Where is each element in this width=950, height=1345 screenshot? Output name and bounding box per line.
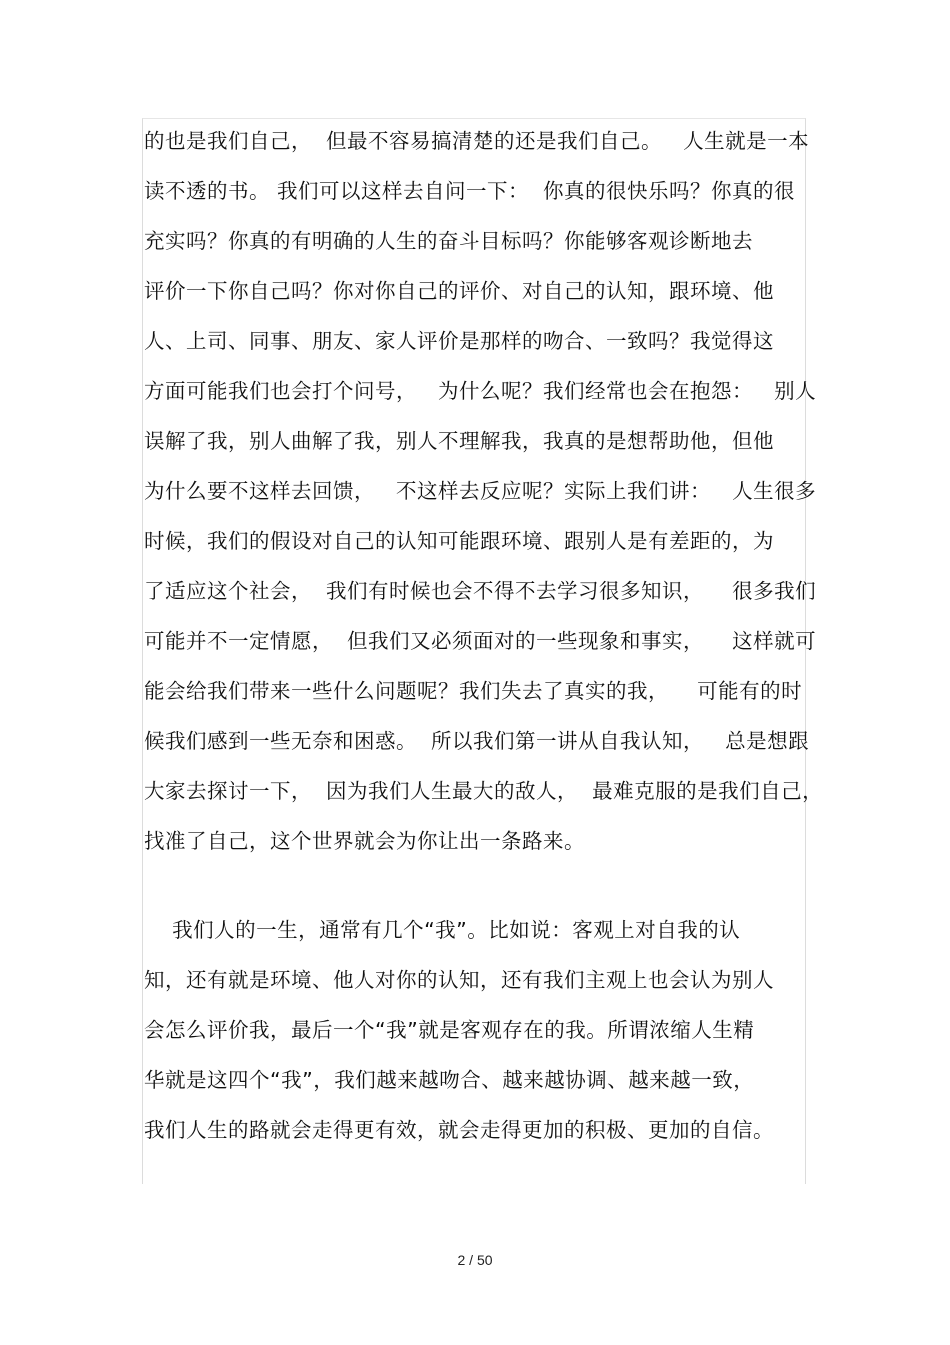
text-line: 为什么要不这样去回馈， 不这样去反应呢？实际上我们讲： 人生很多 (144, 479, 817, 503)
text-line: 候我们感到一些无奈和困惑。 所以我们第一讲从自我认知， 总是想跟 (144, 729, 810, 753)
text-line: 能会给我们带来一些什么问题呢？我们失去了真实的我， 可能有的时 (144, 679, 803, 703)
text-line: 了适应这个社会， 我们有时候也会不得不去学习很多知识， 很多我们 (144, 579, 817, 603)
text-line: 会怎么评价我，最后一个“我”就是客观存在的我。所谓浓缩人生精 (144, 1018, 755, 1042)
text-line: 可能并不一定情愿， 但我们又必须面对的一些现象和事实， 这样就可 (144, 629, 817, 653)
text-line: 充实吗？你真的有明确的人生的奋斗目标吗？你能够客观诊断地去 (144, 229, 753, 253)
text-line: 找准了自己，这个世界就会为你让出一条路来。 (144, 829, 585, 853)
text-line: 我们人生的路就会走得更有效，就会走得更加的积极、更加的自信。 (144, 1118, 774, 1142)
paragraph-1 (144, 116, 824, 866)
text-line: 误解了我，别人曲解了我，别人不理解我，我真的是想帮助他，但他 (144, 429, 774, 453)
page-number: 2 / 50 (457, 1252, 493, 1268)
text-line: 华就是这四个“我”，我们越来越吻合、越来越协调、越来越一致， (144, 1068, 755, 1092)
text-line: 时候，我们的假设对自己的认知可能跟环境、跟别人是有差距的，为 (144, 529, 774, 553)
text-line: 评价一下你自己吗？你对你自己的评价、对自己的认知，跟环境、他 (144, 279, 774, 303)
text-line: 读不透的书。 我们可以这样去自问一下： 你真的很快乐吗？你真的很 (144, 179, 796, 203)
text-line: 人、上司、同事、朋友、家人评价是那样的吻合、一致吗？我觉得这 (144, 329, 774, 353)
text-line: 知，还有就是环境、他人对你的认知，还有我们主观上也会认为别人 (144, 968, 774, 992)
text-line: 大家去探讨一下， 因为我们人生最大的敌人， 最难克服的是我们自己， (144, 779, 824, 803)
text-line: 方面可能我们也会打个问号， 为什么呢？我们经常也会在抱怨： 别人 (144, 379, 817, 403)
text-line: 的也是我们自己， 但最不容易搞清楚的还是我们自己。 人生就是一本 (144, 129, 810, 153)
paragraph-2 (144, 905, 808, 1155)
text-line: 我们人的一生，通常有几个“我”。比如说：客观上对自我的认 (144, 918, 741, 942)
